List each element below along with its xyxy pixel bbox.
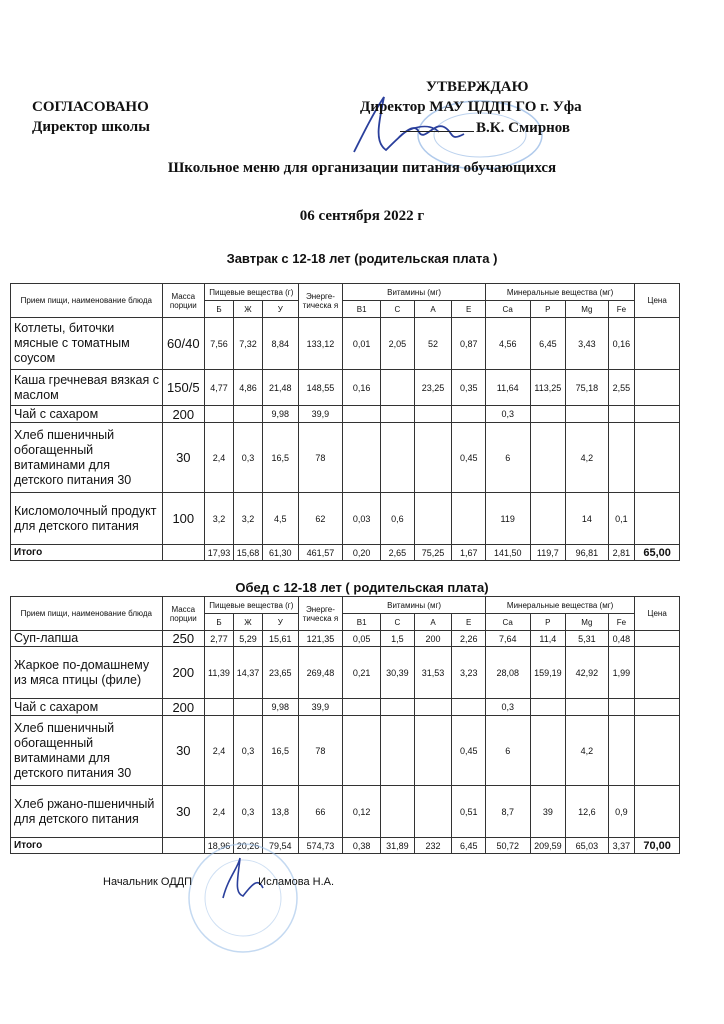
total-row — [11, 545, 680, 561]
cell-b1: 0,21 — [343, 647, 381, 699]
agreed-title: СОГЛАСОВАНО — [32, 99, 149, 115]
lunch-table — [10, 596, 680, 854]
cell-c — [381, 423, 414, 493]
cell-e: 3,23 — [452, 647, 485, 699]
table-row — [11, 423, 680, 493]
cell-u: 8,84 — [262, 318, 298, 370]
total-ca: 141,50 — [485, 545, 530, 561]
cell-u: 13,8 — [262, 786, 298, 838]
total-u: 61,30 — [262, 545, 298, 561]
cell-e: 0,87 — [452, 318, 485, 370]
cell-en: 39,9 — [298, 699, 343, 716]
col-zh: Ж — [233, 301, 262, 318]
cell-b: 2,4 — [204, 716, 233, 786]
cell-price — [635, 631, 680, 647]
col-mass: Масса порции — [162, 597, 204, 631]
cell-p — [530, 716, 566, 786]
cell-p — [530, 406, 566, 423]
cell-mg: 14 — [566, 493, 608, 545]
total-a: 75,25 — [414, 545, 452, 561]
total-en: 461,57 — [298, 545, 343, 561]
total-u: 79,54 — [262, 838, 298, 854]
cell-p: 6,45 — [530, 318, 566, 370]
table-row — [11, 647, 680, 699]
table-row — [11, 318, 680, 370]
cell-c — [381, 699, 414, 716]
cell-b: 4,77 — [204, 370, 233, 406]
total-price: 70,00 — [635, 838, 680, 854]
cell-u: 16,5 — [262, 423, 298, 493]
total-row — [11, 838, 680, 854]
dish-name: Хлеб ржано-пшеничный для детского питания — [11, 786, 163, 838]
col-mg: Mg — [566, 614, 608, 631]
menu-date: 06 сентября 2022 г — [299, 208, 425, 224]
dish-name: Жаркое по-домашнему из мяса птицы (филе) — [11, 647, 163, 699]
total-p: 209,59 — [530, 838, 566, 854]
cell-price — [635, 699, 680, 716]
cell-ca: 8,7 — [485, 786, 530, 838]
cell-b: 2,4 — [204, 423, 233, 493]
dish-name: Суп-лапша — [11, 631, 163, 647]
cell-fe: 0,48 — [608, 631, 635, 647]
dish-mass: 250 — [162, 631, 204, 647]
cell-mg: 75,18 — [566, 370, 608, 406]
total-en: 574,73 — [298, 838, 343, 854]
cell-b: 3,2 — [204, 493, 233, 545]
cell-fe: 0,9 — [608, 786, 635, 838]
col-b: Б — [204, 614, 233, 631]
cell-mg — [566, 406, 608, 423]
dish-mass: 200 — [162, 699, 204, 716]
total-label: Итого — [11, 545, 163, 561]
cell-fe — [608, 423, 635, 493]
total-e: 1,67 — [452, 545, 485, 561]
approve-block — [360, 77, 582, 138]
cell-zh: 0,3 — [233, 786, 262, 838]
agreed-block — [32, 97, 150, 137]
total-fe: 3,37 — [608, 838, 635, 854]
col-minerals: Минеральные вещества (мг) — [485, 597, 634, 614]
col-energy: Энерге-тическа я — [298, 284, 343, 318]
cell-mg: 4,2 — [566, 423, 608, 493]
table-row — [11, 406, 680, 423]
cell-ca: 4,56 — [485, 318, 530, 370]
cell-u: 9,98 — [262, 406, 298, 423]
cell-fe: 2,55 — [608, 370, 635, 406]
cell-mg: 5,31 — [566, 631, 608, 647]
cell-c: 2,05 — [381, 318, 414, 370]
cell-p — [530, 699, 566, 716]
cell-en: 269,48 — [298, 647, 343, 699]
col-nutrients: Пищевые вещества (г) — [204, 284, 298, 301]
cell-a: 23,25 — [414, 370, 452, 406]
cell-b: 2,4 — [204, 786, 233, 838]
cell-zh — [233, 406, 262, 423]
cell-ca: 119 — [485, 493, 530, 545]
cell-e — [452, 493, 485, 545]
cell-b: 7,56 — [204, 318, 233, 370]
cell-e — [452, 699, 485, 716]
col-nutrients: Пищевые вещества (г) — [204, 597, 298, 614]
cell-b — [204, 406, 233, 423]
cell-price — [635, 716, 680, 786]
cell-b — [204, 699, 233, 716]
total-zh: 20,26 — [233, 838, 262, 854]
col-a: А — [414, 301, 452, 318]
cell-fe — [608, 699, 635, 716]
dish-name: Чай с сахаром — [11, 699, 163, 716]
cell-u: 21,48 — [262, 370, 298, 406]
cell-b1: 0,03 — [343, 493, 381, 545]
cell-e: 2,26 — [452, 631, 485, 647]
cell-fe: 1,99 — [608, 647, 635, 699]
total-zh: 15,68 — [233, 545, 262, 561]
cell-b: 2,77 — [204, 631, 233, 647]
cell-a — [414, 423, 452, 493]
cell-ca: 6 — [485, 716, 530, 786]
cell-u: 9,98 — [262, 699, 298, 716]
cell-e — [452, 406, 485, 423]
col-c: С — [381, 301, 414, 318]
cell-price — [635, 370, 680, 406]
table-row — [11, 786, 680, 838]
cell-price — [635, 423, 680, 493]
col-ca: Са — [485, 301, 530, 318]
cell-e: 0,45 — [452, 716, 485, 786]
table-row — [11, 631, 680, 647]
total-c: 2,65 — [381, 545, 414, 561]
cell-a: 31,53 — [414, 647, 452, 699]
approve-title: УТВЕРЖДАЮ — [426, 79, 529, 95]
cell-a — [414, 699, 452, 716]
cell-price — [635, 406, 680, 423]
cell-en: 78 — [298, 716, 343, 786]
cell-mg — [566, 699, 608, 716]
cell-p: 39 — [530, 786, 566, 838]
signature-line — [400, 117, 474, 132]
cell-mg: 4,2 — [566, 716, 608, 786]
cell-mg: 3,43 — [566, 318, 608, 370]
cell-b1 — [343, 699, 381, 716]
total-b1: 0,38 — [343, 838, 381, 854]
col-fe: Fe — [608, 301, 635, 318]
dish-name: Котлеты, биточки мясные с томатным соусом — [11, 318, 163, 370]
total-a: 232 — [414, 838, 452, 854]
cell-c — [381, 370, 414, 406]
dish-mass: 30 — [162, 423, 204, 493]
cell-p: 113,25 — [530, 370, 566, 406]
cell-e: 0,45 — [452, 423, 485, 493]
cell-zh: 0,3 — [233, 423, 262, 493]
col-e: Е — [452, 614, 485, 631]
col-energy: Энерге-тическа я — [298, 597, 343, 631]
col-u: У — [262, 614, 298, 631]
cell-en: 78 — [298, 423, 343, 493]
cell-ca: 0,3 — [485, 699, 530, 716]
dish-mass: 200 — [162, 647, 204, 699]
cell-fe: 0,16 — [608, 318, 635, 370]
page-title: Школьное меню для организации питания обучающихся — [167, 160, 557, 176]
total-p: 119,7 — [530, 545, 566, 561]
cell-b1 — [343, 716, 381, 786]
table-row — [11, 370, 680, 406]
cell-price — [635, 493, 680, 545]
cell-en: 133,12 — [298, 318, 343, 370]
approve-role: Директор МАУ ЦДДП ГО г. Уфа — [360, 99, 582, 115]
col-name: Прием пищи, наименование блюда — [11, 597, 163, 631]
cell-ca: 11,64 — [485, 370, 530, 406]
cell-ca: 0,3 — [485, 406, 530, 423]
total-price: 65,00 — [635, 545, 680, 561]
cell-price — [635, 318, 680, 370]
total-ca: 50,72 — [485, 838, 530, 854]
dish-mass: 200 — [162, 406, 204, 423]
cell-en: 148,55 — [298, 370, 343, 406]
cell-c: 1,5 — [381, 631, 414, 647]
cell-zh: 7,32 — [233, 318, 262, 370]
cell-a — [414, 786, 452, 838]
cell-b1: 0,12 — [343, 786, 381, 838]
col-b1: В1 — [343, 301, 381, 318]
cell-p — [530, 493, 566, 545]
cell-u: 15,61 — [262, 631, 298, 647]
cell-p — [530, 423, 566, 493]
cell-a — [414, 406, 452, 423]
cell-u: 4,5 — [262, 493, 298, 545]
cell-e: 0,35 — [452, 370, 485, 406]
footer — [103, 876, 334, 888]
cell-b1 — [343, 423, 381, 493]
table-row — [11, 699, 680, 716]
cell-c: 0,6 — [381, 493, 414, 545]
total-b: 18,96 — [204, 838, 233, 854]
dish-mass: 150/5 — [162, 370, 204, 406]
col-a: А — [414, 614, 452, 631]
total-mg: 96,81 — [566, 545, 608, 561]
col-mass: Масса порции — [162, 284, 204, 318]
total-mg: 65,03 — [566, 838, 608, 854]
col-vitamins: Витамины (мг) — [343, 284, 486, 301]
footer-name: Исламова Н.А. — [258, 876, 335, 888]
cell-b: 11,39 — [204, 647, 233, 699]
cell-p: 159,19 — [530, 647, 566, 699]
breakfast-table — [10, 283, 680, 561]
cell-fe — [608, 406, 635, 423]
col-minerals: Минеральные вещества (мг) — [485, 284, 634, 301]
cell-p: 11,4 — [530, 631, 566, 647]
cell-b1: 0,16 — [343, 370, 381, 406]
dish-name: Хлеб пшеничный обогащенный витаминами для детского питания 30 — [11, 423, 163, 493]
dish-mass: 30 — [162, 786, 204, 838]
cell-en: 121,35 — [298, 631, 343, 647]
cell-u: 23,65 — [262, 647, 298, 699]
total-b: 17,93 — [204, 545, 233, 561]
cell-ca: 6 — [485, 423, 530, 493]
cell-fe — [608, 716, 635, 786]
dish-name: Хлеб пшеничный обогащенный витаминами для детского питания 30 — [11, 716, 163, 786]
col-zh: Ж — [233, 614, 262, 631]
cell-mg: 42,92 — [566, 647, 608, 699]
agreed-role: Директор школы — [32, 119, 150, 135]
cell-a: 200 — [414, 631, 452, 647]
cell-c: 30,39 — [381, 647, 414, 699]
dish-mass: 60/40 — [162, 318, 204, 370]
col-c: С — [381, 614, 414, 631]
col-mg: Mg — [566, 301, 608, 318]
col-p: Р — [530, 301, 566, 318]
total-fe: 2,81 — [608, 545, 635, 561]
col-price: Цена — [635, 284, 680, 318]
cell-price — [635, 786, 680, 838]
table-row — [11, 493, 680, 545]
footer-stamp-icon — [168, 838, 318, 958]
cell-b1: 0,01 — [343, 318, 381, 370]
cell-ca: 7,64 — [485, 631, 530, 647]
cell-zh: 5,29 — [233, 631, 262, 647]
col-b: Б — [204, 301, 233, 318]
cell-c — [381, 716, 414, 786]
col-vitamins: Витамины (мг) — [343, 597, 486, 614]
cell-price — [635, 647, 680, 699]
cell-a — [414, 716, 452, 786]
dish-name: Чай с сахаром — [11, 406, 163, 423]
cell-zh: 3,2 — [233, 493, 262, 545]
footer-role: Начальник ОДДП — [103, 876, 193, 888]
col-u: У — [262, 301, 298, 318]
cell-a — [414, 493, 452, 545]
cell-ca: 28,08 — [485, 647, 530, 699]
col-ca: Са — [485, 614, 530, 631]
total-c: 31,89 — [381, 838, 414, 854]
table-row — [11, 716, 680, 786]
cell-e: 0,51 — [452, 786, 485, 838]
dish-name: Каша гречневая вязкая с маслом — [11, 370, 163, 406]
cell-a: 52 — [414, 318, 452, 370]
col-name: Прием пищи, наименование блюда — [11, 284, 163, 318]
total-e: 6,45 — [452, 838, 485, 854]
cell-u: 16,5 — [262, 716, 298, 786]
cell-b1: 0,05 — [343, 631, 381, 647]
breakfast-title: Завтрак с 12-18 лет (родительская плата ) — [226, 251, 498, 266]
cell-zh — [233, 699, 262, 716]
cell-mg: 12,6 — [566, 786, 608, 838]
dish-mass: 30 — [162, 716, 204, 786]
dish-mass: 100 — [162, 493, 204, 545]
dish-name: Кисломолочный продукт для детского питания — [11, 493, 163, 545]
approve-name: В.К. Смирнов — [476, 120, 571, 136]
lunch-title: Обед с 12-18 лет ( родительская плата) — [235, 580, 489, 595]
cell-zh: 4,86 — [233, 370, 262, 406]
cell-c — [381, 786, 414, 838]
col-price: Цена — [635, 597, 680, 631]
cell-zh: 14,37 — [233, 647, 262, 699]
cell-b1 — [343, 406, 381, 423]
total-b1: 0,20 — [343, 545, 381, 561]
cell-en: 66 — [298, 786, 343, 838]
cell-en: 39,9 — [298, 406, 343, 423]
cell-c — [381, 406, 414, 423]
total-label: Итого — [11, 838, 163, 854]
cell-fe: 0,1 — [608, 493, 635, 545]
col-fe: Fe — [608, 614, 635, 631]
cell-zh: 0,3 — [233, 716, 262, 786]
total-mass — [162, 545, 204, 561]
col-p: Р — [530, 614, 566, 631]
col-b1: В1 — [343, 614, 381, 631]
cell-en: 62 — [298, 493, 343, 545]
col-e: Е — [452, 301, 485, 318]
